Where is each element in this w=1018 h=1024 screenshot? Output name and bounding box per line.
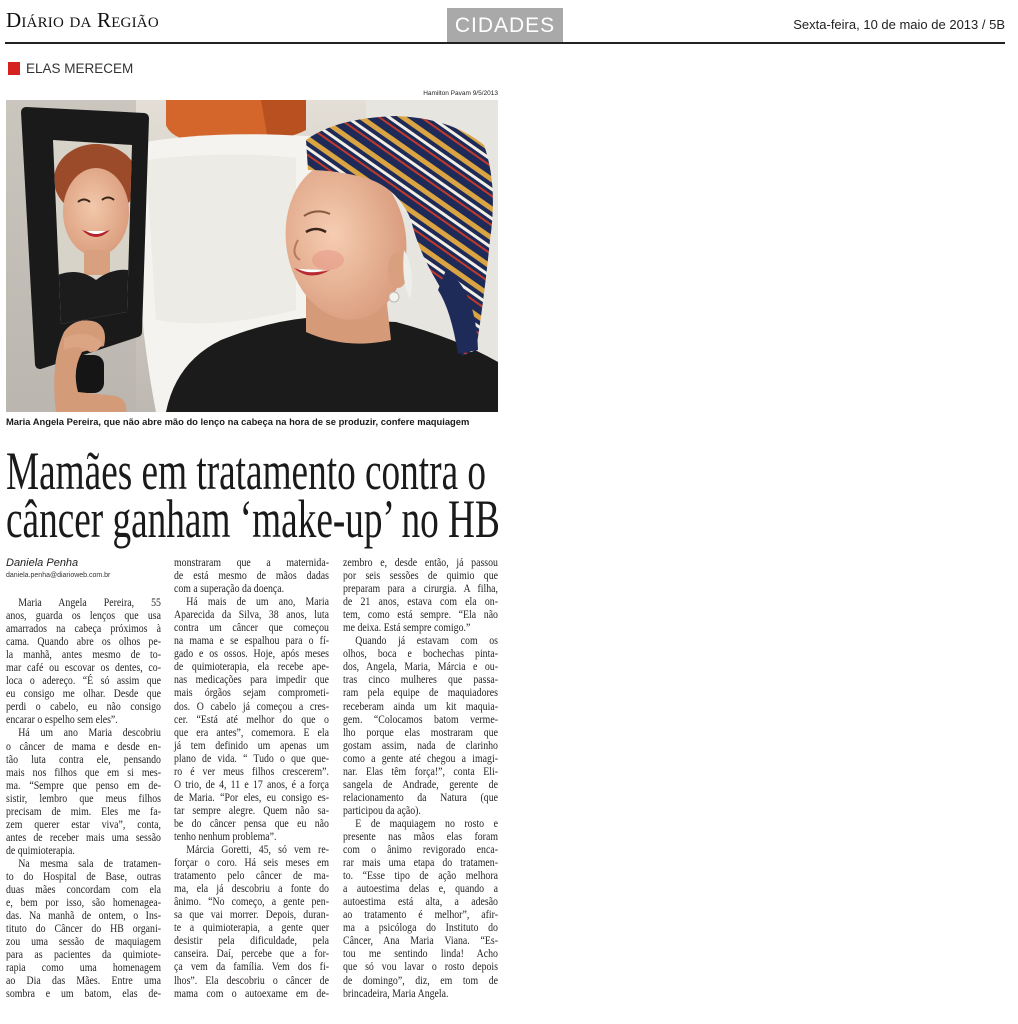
article-line: eu consigo me olhar. Desde que (6, 686, 161, 701)
article-line: Na mesma sala de tratamen- (18, 855, 161, 870)
article-line: ma a psicóloga do Instituto do (343, 920, 498, 935)
article-line: loca o adereço. “É só assim que (6, 673, 161, 688)
reflection-face (63, 168, 129, 256)
kicker-square-icon (8, 62, 20, 75)
article-photo (6, 100, 498, 412)
article-line: cama. Quando abre os olhos pe- (6, 634, 161, 649)
article-line: tenho nenhum problema”. (174, 828, 277, 843)
article-line: mais nos filhos que em si mes- (6, 764, 161, 779)
article-line: Aparecida da Silva, 38 anos, luta (174, 607, 329, 622)
article-line: tou me sentindo linda! Acho (343, 946, 498, 961)
article-line: Câncer, Ana Maria Viana. “Es- (343, 933, 498, 948)
article-line: dos. O cabelo já começou a cres- (174, 698, 329, 713)
article-line: tras cinco mulheres que passa- (343, 672, 498, 687)
article-line: relacionamento da Natura (que (343, 789, 498, 804)
article-line: zem querer estar viva”, conta, (6, 816, 161, 831)
article-line: de 21 anos, estava com ela on- (343, 594, 498, 609)
header-rule (5, 42, 1005, 44)
article-line: ma. “Sempre que penso em de- (6, 777, 161, 792)
article-line: anos, guarda os lenços que usa (6, 608, 161, 623)
article-line: olhos, boca e bochechas pinta- (343, 646, 498, 661)
article-line: tem, como está sempre. “Ela não (343, 607, 498, 622)
article-line: contra um câncer que começou (174, 620, 329, 635)
article-line: monstraram que a maternida- (174, 555, 329, 569)
white-pillow-shade (146, 154, 296, 323)
article-line: be do câncer pensa que eu não (174, 815, 329, 830)
article-line: a autoestima delas e, quando a (343, 881, 498, 896)
article-line: mais órgãos sejam comprometi- (174, 685, 329, 700)
article-line: tar sempre alegre. Quem não sa- (174, 802, 329, 817)
article-line: dos, Angela, Maria, Márcia e ou- (343, 659, 498, 674)
article-line: sombra e um batom, elas de- (6, 986, 161, 1001)
article-line: sa que vai morrer. Depois, duran- (174, 907, 329, 922)
article-line: plano de vida. “ Tudo o que que- (174, 750, 329, 765)
byline-author: Daniela Penha (6, 557, 79, 569)
article-line: O trio, de 4, 11 e 17 anos, é a força (174, 776, 329, 791)
article-line: que só vou lavar o rosto depois (343, 959, 498, 974)
article-line: tratamento pelo câncer de ma- (174, 868, 329, 883)
article-line: de quimioterapia. (6, 842, 75, 857)
article-line: sangela de Andrade, gerente de (343, 776, 498, 791)
article-line: gostam assim, nada de clarinho (343, 737, 498, 752)
article-line: gem. “Colocamos batom verme- (343, 711, 498, 726)
article-line: sistir, lembro que meus filhos (6, 790, 161, 805)
article-line: forçar o coro. Há seis meses em (174, 855, 329, 870)
headline (6, 441, 500, 549)
article-line: zembro e, desde então, já passou (343, 555, 498, 569)
article-line: o câncer de mama e desde en- (6, 738, 161, 753)
article-line: participou da ação). (343, 802, 421, 817)
article-line: tão luta contra ele, pensando (6, 751, 161, 766)
article-line: te a quimioterapia, a gente quer (174, 920, 329, 935)
article-line: preparam para a cirurgia. A filha, (343, 581, 498, 596)
article-line: na mama e se espalhou para o fí- (174, 633, 329, 648)
article-line: perdi o cabelo, eu não consigo (6, 699, 161, 714)
pearl-earring (389, 292, 399, 302)
cheek-blush (312, 250, 344, 270)
article-line: nas medicações para impedir que (174, 672, 329, 687)
article-line: presente nas mãos elas foram (343, 828, 498, 843)
kicker: ELAS MERECEM (26, 61, 134, 76)
reflection-neck (84, 250, 110, 275)
article-line: ça vem da família. Vem dos fi- (174, 959, 329, 974)
article-line: E de maquiagem no rosto e (355, 815, 498, 830)
article-line: ro é ver meus filhos crescerem”. (174, 763, 329, 778)
article-line: rar mais uma etapa do tratamen- (343, 855, 498, 870)
article-line: ma, ela já descobriu a fonte do (174, 881, 329, 896)
article-line: nar. Elas têm força!”, conta Eli- (343, 763, 498, 778)
article-line: lhos”. Ela descobriu o câncer de (174, 972, 329, 987)
article-line: to. “Esse tipo de ação melhora (343, 868, 498, 883)
article-line: com o ânimo revigorado enca- (343, 842, 498, 857)
article-column (343, 556, 498, 1000)
article-line: rapia como uma homenagem (6, 960, 161, 975)
article-line: desistir pela dificuldade, pela (174, 933, 329, 948)
headline-line: Mamães em tratamento contra o (6, 441, 487, 501)
article-line: encarar o espelho sem eles”. (6, 712, 118, 727)
article-line: ram pela equipe de maquiadores (343, 685, 498, 700)
article-line: gado e os ossos. Hoje, após meses (174, 646, 329, 661)
article-line: ao Dia das Mães. Entre uma (6, 973, 161, 988)
article-line: antes de receber mais uma sessão (6, 829, 161, 844)
newspaper-logo: Diário da Região (6, 8, 159, 32)
article-line: Quando já estavam com os (355, 633, 498, 648)
article-line: que era antes”, comemora. E ela (174, 724, 329, 739)
article-line: por seis sessões de quimio que (343, 568, 498, 583)
section-label: CIDADES (447, 8, 563, 42)
article-line: amarrados na cabeça próximos à (6, 621, 161, 636)
byline-email: daniela.penha@diarioweb.com.br (6, 572, 111, 579)
issue-date: Sexta-feira, 10 de maio de 2013 / 5B (793, 17, 1005, 32)
article-line: ânimo. “No começo, a gente pen- (174, 894, 329, 909)
article-line: autoestima está alta, a adesão (343, 894, 498, 909)
article-line: com a superação da doença. (174, 581, 285, 596)
article-line: como a gente até chegou a imagi- (343, 750, 498, 765)
article-line: me deixa. Está sempre comigo.” (343, 620, 471, 635)
headline-line: câncer ganham ‘make-up’ no HB (6, 489, 500, 549)
article-line: duas mães concordam com ela (6, 882, 161, 897)
article-line: já tem definido um apenas um (174, 737, 329, 752)
article-line: de Maria. “Por eles, eu consigo es- (174, 789, 329, 804)
photo-credit: Hamilton Pavam 9/5/2013 (423, 90, 498, 97)
article-column (174, 556, 329, 1000)
article-line: de está mesmo de mãos dadas (174, 568, 329, 583)
article-line: Há mais de um ano, Maria (186, 594, 329, 609)
article-line: lho porque elas mostraram que (343, 724, 498, 739)
article-line: ao tratamento é melhor”, afir- (343, 907, 498, 922)
article-line: brincadeira, Maria Angela. (343, 985, 449, 1000)
article-line: cer. “Está até melhor do que o (174, 711, 329, 726)
article-line: zou uma sessão de maquiagem (6, 934, 161, 949)
article-column (6, 596, 161, 1000)
article-line: to do Hospital de Base, outras (6, 868, 161, 883)
article-line: para as pacientes da quimiote- (6, 947, 161, 962)
article-line: Há um ano Maria descobriu (18, 725, 161, 740)
article-line: de domingo”, diz, em tom de (343, 972, 498, 987)
article-line: receberam ainda um kit maquia- (343, 698, 498, 713)
mirror-reflection (46, 135, 141, 332)
photo-caption: Maria Angela Pereira, que não abre mão do lenço na cabeça na hora de se produzir, confere maquiagem (6, 416, 470, 427)
article-line: canseira. Daí, percebe que a for- (174, 946, 329, 961)
article-line: la manhã, antes mesmo de to- (6, 647, 161, 662)
article-line: Maria Angela Pereira, 55 (18, 595, 161, 609)
article-line: mar café ou escovar os dentes, co- (6, 660, 161, 675)
article-line: das. Na manhã de ontem, o Ins- (6, 908, 161, 923)
article-line: precisam de mim. Eles me fa- (6, 803, 161, 818)
article-line: Márcia Goretti, 45, só vem re- (186, 842, 329, 857)
article-line: e, bem por isso, são homenagea- (6, 895, 161, 910)
article-line: mama com o autoexame em de- (174, 985, 329, 1000)
article-line: de quimioterapia, ela recebe ape- (174, 659, 329, 674)
article-line: tituto do Câncer do HB organi- (6, 921, 161, 936)
